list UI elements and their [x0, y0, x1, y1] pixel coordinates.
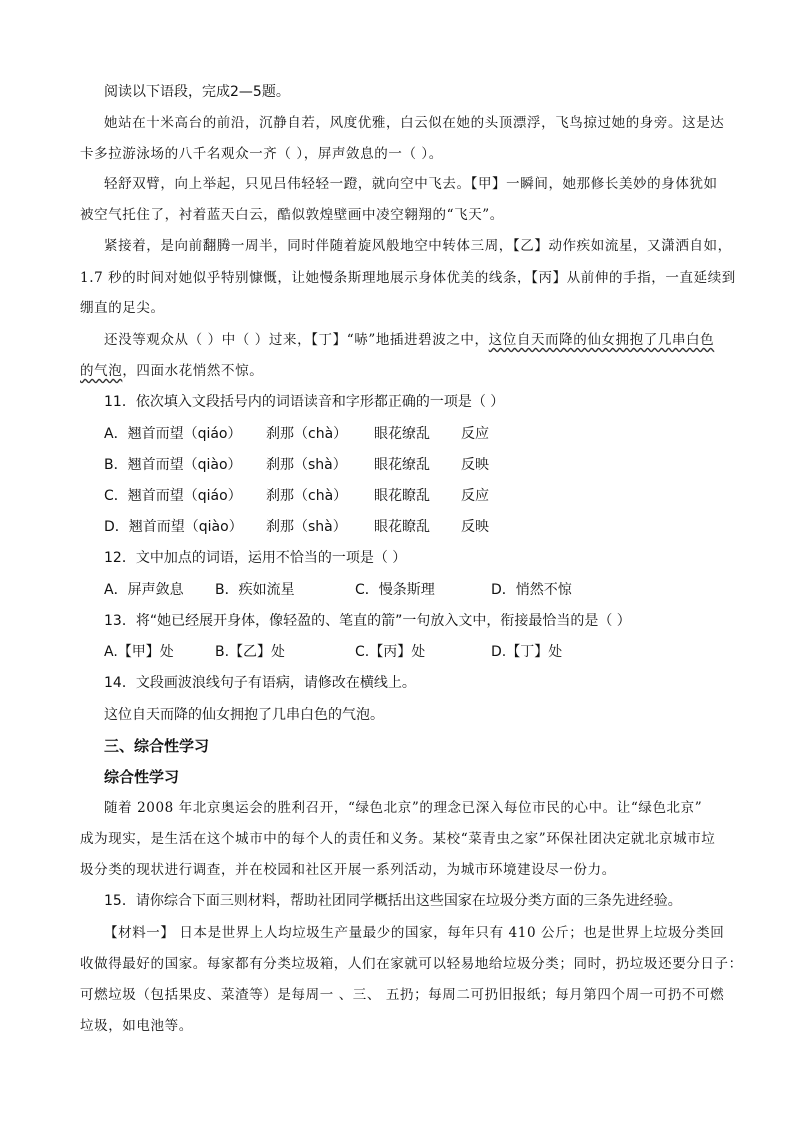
- question-15-stem: 15．请你综合下面三则材料，帮助社团同学概括出这些国家在垃圾分类方面的三条先进经验。: [104, 893, 682, 909]
- option-d-word: D．翘首而望（qiào）: [104, 519, 243, 535]
- passage-line: 轻舒双臂，向上举起，只见吕伟轻轻一蹬，就向空中飞去。【甲】一瞬间，她那修长美妙的身体犹如: [104, 176, 718, 192]
- material-line: 收做得最好的国家。每家都有分类垃圾箱，人们在家就可以轻易地给垃圾分类；同时，扔垃圾还要分日子：: [80, 956, 743, 972]
- section-heading: 三、综合性学习: [104, 737, 210, 755]
- option-c-word: C．翘首而望（qiáo）: [104, 488, 242, 504]
- section-paragraph-line: 圾分类的现状进行调查，并在校园和社区开展一系列活动，为城市环境建设尽一份力。: [80, 862, 616, 878]
- wavy-underlined-sentence: 的气泡: [80, 363, 123, 379]
- question-14-stem: 14．文段画波浪线句子有语病，请修改在横线上。: [104, 675, 416, 691]
- option-b-word: 刹那（shà）: [266, 457, 347, 473]
- option-c-word: 反应: [461, 488, 489, 504]
- question-12-option: A．屏声敛息: [104, 582, 184, 598]
- option-c-word: 眼花瞭乱: [374, 488, 430, 504]
- passage-line: [80, 361, 263, 381]
- option-c-word: 刹那（chà）: [266, 488, 348, 504]
- option-a-word: A．翘首而望（qiáo）: [104, 426, 242, 442]
- question-13-option: C.【丙】处: [355, 644, 426, 660]
- reading-instruction: 阅读以下语段，完成2—5题。: [104, 84, 290, 100]
- question-13-option: B.【乙】处: [215, 644, 286, 660]
- option-d-word: 刹那（shà）: [266, 519, 347, 535]
- passage-line: 她站在十米高台的前沿，沉静自若，风度优雅，白云似在她的头顶漂浮，飞鸟掠过她的身旁。这是达: [104, 115, 725, 131]
- option-a-word: 刹那（chà）: [266, 426, 348, 442]
- passage-line: 卡多拉游泳场的八千名观众一齐（ ），屏声敛息的一（ ）。: [80, 146, 443, 162]
- question-13-option: A.【甲】处: [104, 644, 174, 660]
- option-d-word: 反映: [461, 519, 489, 535]
- section-subheading: 综合性学习: [104, 768, 180, 786]
- passage-line: [104, 330, 714, 350]
- option-d-word: 眼花瞭乱: [374, 519, 430, 535]
- section-paragraph-line: 随着 2008 年北京奥运会的胜利召开，“绿色北京”的理念已深入每位市民的心中。让“绿色北京”: [104, 800, 703, 816]
- passage-line: 被空气托住了，衬着蓝天白云，酷似敦煌壁画中凌空翱翔的“飞天”。: [80, 207, 504, 223]
- question-12-stem: 12．文中加点的词语，运用不恰当的一项是（ ）: [104, 550, 407, 566]
- section-paragraph-line: 成为现实，是生活在这个城市中的每个人的责任和义务。某校“菜青虫之家”环保社团决定就北京城市垃: [80, 831, 716, 847]
- material-line: 【材料一】 日本是世界上人均垃圾生产量最少的国家，每年只有 410 公斤；也是世界上垃圾分类回: [104, 925, 725, 941]
- question-11-stem: 11．依次填入文段括号内的词语读音和字形都正确的一项是（ ）: [104, 394, 505, 410]
- passage-line: 绷直的足尖。: [80, 300, 165, 316]
- passage-line: 紧接着，是向前翻腾一周半，同时伴随着旋风般地空中转体三周，【乙】动作疾如流星，又潇洒自如，: [104, 238, 732, 254]
- question-13-option: D.【丁】处: [491, 644, 563, 660]
- question-12-option: C．慢条斯理: [355, 582, 435, 598]
- material-line: 垃圾，如电池等。: [80, 1018, 193, 1034]
- question-13-stem: 13．将“她已经展开身体，像轻盈的、笔直的箭”一句放入文中，衔接最恰当的是（ ）: [104, 613, 631, 629]
- option-b-word: 反映: [461, 457, 489, 473]
- question-14-sentence: 这位自天而降的仙女拥抱了几串白色的气泡。: [104, 707, 384, 723]
- question-12-option: D．悄然不惊: [491, 582, 572, 598]
- passage-text: 还没等观众从（ ）中（ ）过来，【丁】“哧”地插进碧波之中，: [104, 332, 489, 348]
- option-a-word: 眼花缭乱: [374, 426, 430, 442]
- wavy-underlined-sentence: 这位自天而降的仙女拥抱了几串白色: [488, 332, 715, 348]
- question-12-option: B．疾如流星: [215, 582, 295, 598]
- option-b-word: 眼花缭乱: [374, 457, 430, 473]
- option-b-word: B．翘首而望（qiào）: [104, 457, 242, 473]
- passage-line: 1.7 秒的时间对她似乎特别慷慨，让她慢条斯理地展示身体优美的线条，【丙】从前伸的手指，一直延续到: [80, 270, 736, 286]
- material-line: 可燃垃圾（包括果皮、菜渣等）是每周一 、三、 五扔；每周二可扔旧报纸；每月第四个周一可扔不可燃: [80, 987, 725, 1003]
- passage-text: ，四面水花悄然不惊。: [122, 363, 264, 379]
- option-a-word: 反应: [461, 426, 489, 442]
